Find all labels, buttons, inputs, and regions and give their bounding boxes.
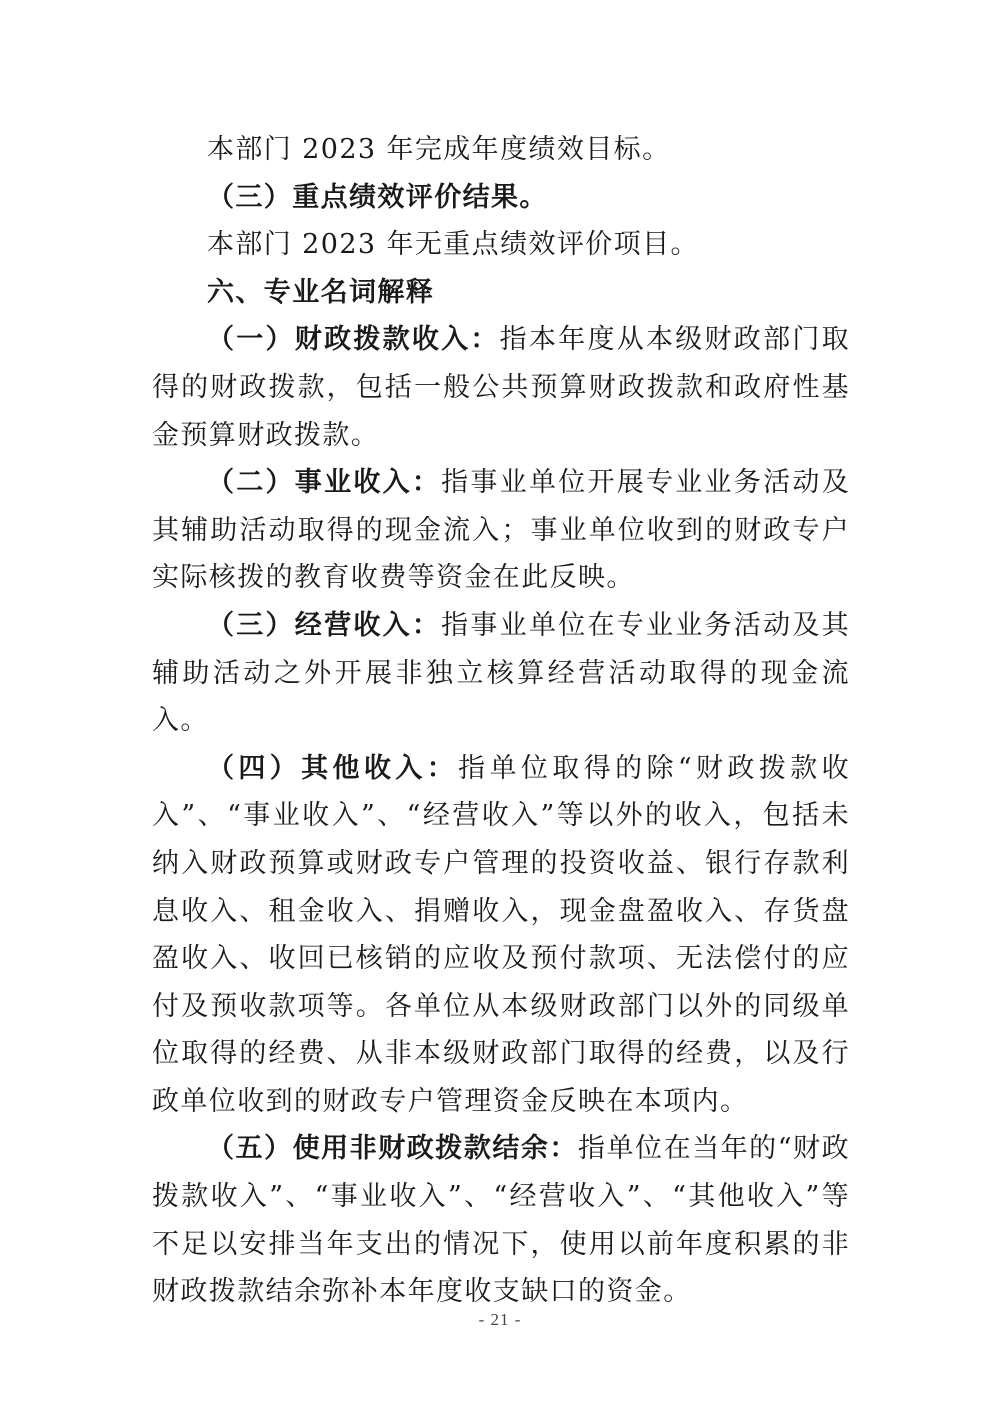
definition-text: 指本年度从本级财政部门取得的财政拨款，包括一般公共预算财政拨款和政府性基金预算财政拨款。 bbox=[152, 324, 850, 451]
section-heading-key-evaluation bbox=[152, 174, 850, 222]
definition-text: 指事业单位开展专业业务活动及其辅助活动取得的现金流入；事业单位收到的财政专户实际核拨的教育收费等资金在此反映。 bbox=[152, 467, 850, 594]
definition-text: 指单位取得的除“财政拨款收入”、“事业收入”、“经营收入”等以外的收入，包括未纳入财政预算或财政专户管理的投资收益、银行存款利息收入、租金收入、捐赠收入，现金盘盈收入、存货盘盈收入、收回已核销的应收及预付款项、无法偿付的应付及预收款项等。各单位从本级财政部门以外的同级单位取得的经费、从非本级财政部门取得的经费，以及行政单位收到的财政专户管理资金反映在本项内。 bbox=[152, 752, 850, 1117]
heading-text: 六、专业名词解释 bbox=[207, 276, 435, 308]
paragraph-no-key-evaluation bbox=[152, 221, 850, 269]
definition-non-fiscal-balance-usage bbox=[152, 1125, 850, 1315]
definition-text: 指单位在当年的“财政拨款收入”、“事业收入”、“经营收入”、“其他收入”等不足以安排当年支出的情况下，使用以前年度积累的非财政拨款结余弥补本年度收支缺口的资金。 bbox=[152, 1133, 850, 1308]
paragraph-performance-goal bbox=[152, 126, 850, 174]
document-body bbox=[152, 126, 850, 1316]
definition-fiscal-appropriation-income bbox=[152, 316, 850, 459]
paragraph-text: 本部门 2023 年完成年度绩效目标。 bbox=[207, 134, 671, 165]
definition-term: （三）经营收入： bbox=[207, 609, 442, 641]
definition-term: （一）财政拨款收入： bbox=[207, 324, 500, 356]
definition-other-income bbox=[152, 745, 850, 1126]
definition-business-income bbox=[152, 459, 850, 602]
heading-text: （三）重点绩效评价结果。 bbox=[207, 181, 548, 213]
definition-term: （五）使用非财政拨款结余： bbox=[207, 1133, 578, 1165]
definition-text: 指事业单位在专业业务活动及其辅助活动之外开展非独立核算经营活动取得的现金流入。 bbox=[152, 609, 850, 737]
page-number: - 21 - bbox=[478, 1310, 522, 1329]
paragraph-text: 本部门 2023 年无重点绩效评价项目。 bbox=[207, 229, 699, 261]
definition-operating-income bbox=[152, 602, 850, 745]
definition-term: （二）事业收入： bbox=[207, 467, 442, 499]
definition-term: （四）其他收入： bbox=[207, 752, 459, 784]
section-heading-glossary bbox=[152, 269, 850, 317]
